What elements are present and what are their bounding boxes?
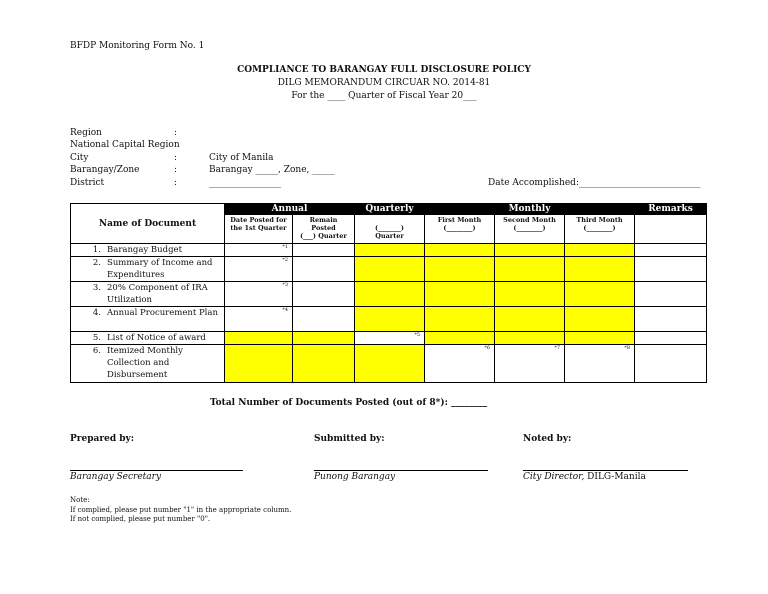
date-accomplished: Date Accomplished:___________________________	[488, 178, 701, 188]
third-month-blank: (________)	[583, 224, 616, 232]
city-label: City	[70, 153, 89, 163]
doc-name: Annual Procurement Plan	[107, 308, 218, 318]
footnote-mark: *1	[282, 244, 288, 250]
memo-line: DILG MEMORANDUM CIRCUAR NO. 2014-81	[277, 78, 491, 88]
remain-posted-cell[interactable]	[293, 257, 355, 282]
row-number: 2.	[92, 258, 101, 268]
quarterly-sub-header	[355, 215, 425, 244]
first-month-cell[interactable]	[425, 244, 495, 257]
second-month-cell[interactable]	[495, 282, 565, 307]
table-row	[71, 282, 707, 307]
third-month-cell[interactable]	[565, 244, 635, 257]
doc-name: 20% Component of IRA Utilization	[107, 283, 208, 305]
remarks-header: Remarks	[635, 204, 707, 215]
second-month-cell[interactable]	[495, 332, 565, 345]
quarterly-sub-label: Quarter	[375, 232, 404, 240]
table-row	[71, 345, 707, 383]
remain-posted-cell[interactable]	[293, 332, 355, 345]
district-colon: :	[174, 178, 178, 188]
noted-role	[523, 472, 646, 482]
row-number: 5.	[92, 333, 101, 343]
doc-name-cell	[71, 307, 225, 332]
second-month-cell[interactable]	[495, 257, 565, 282]
note-line-1: If complied, please put number "1" in the appropriate column.	[70, 506, 292, 514]
note-line-2: If not complied, please put number "0".	[70, 515, 211, 523]
header-row-top	[71, 204, 707, 215]
second-month-cell[interactable]	[495, 345, 565, 383]
date-posted-cell[interactable]	[225, 307, 293, 332]
form-title: COMPLIANCE TO BARANGAY FULL DISCLOSURE POLICY	[237, 65, 531, 75]
remarks-cell[interactable]	[635, 244, 707, 257]
noted-role-rest: DILG-Manila	[584, 472, 646, 482]
footnote-mark: *4	[282, 307, 288, 313]
date-posted-cell[interactable]	[225, 244, 293, 257]
noted-signature-line	[523, 470, 688, 471]
table-row	[71, 244, 707, 257]
remarks-cell[interactable]	[635, 257, 707, 282]
table-row	[71, 332, 707, 345]
footnote-mark: *3	[282, 282, 288, 288]
date-posted-line2: the 1st Quarter	[230, 224, 287, 232]
third-month-header	[565, 215, 635, 244]
doc-name-cell	[71, 345, 225, 383]
first-month-label: First Month	[437, 216, 482, 224]
row-number: 1.	[92, 245, 101, 255]
doc-name: Summary of Income and Expenditures	[107, 258, 213, 280]
noted-role-italic: City Director,	[523, 472, 585, 482]
name-header: Name of Document	[71, 204, 225, 244]
remarks-cell[interactable]	[635, 345, 707, 383]
first-month-cell[interactable]	[425, 332, 495, 345]
row-number: 4.	[92, 308, 101, 318]
quarter-line: For the ____ Quarter of Fiscal Year 20___	[291, 91, 477, 101]
monthly-header: Monthly	[425, 204, 635, 215]
remain-line2: Posted	[311, 224, 336, 232]
remarks-cell[interactable]	[635, 282, 707, 307]
district-label: District	[70, 178, 105, 188]
quarterly-blank: (_______)	[375, 224, 404, 232]
quarterly-cell[interactable]	[355, 282, 425, 307]
total-documents-line: Total Number of Documents Posted (out of 8*): ________	[210, 398, 488, 408]
remarks-sub-header	[635, 215, 707, 244]
quarterly-cell[interactable]	[355, 345, 425, 383]
doc-name: List of Notice of award	[107, 333, 206, 343]
second-month-header	[495, 215, 565, 244]
doc-name: Itemized Monthly Collection and Disbursement	[107, 346, 183, 380]
annual-header: Annual	[225, 204, 355, 215]
barangay-colon: :	[174, 165, 178, 175]
date-posted-cell[interactable]	[225, 332, 293, 345]
quarterly-cell[interactable]	[355, 244, 425, 257]
barangay-label: Barangay/Zone	[70, 165, 140, 175]
district-value: ________________	[209, 178, 281, 188]
table-row	[71, 257, 707, 282]
doc-name-cell	[71, 282, 225, 307]
second-month-label: Second Month	[503, 216, 556, 224]
remain-posted-cell[interactable]	[293, 307, 355, 332]
second-month-cell[interactable]	[495, 244, 565, 257]
third-month-cell[interactable]	[565, 282, 635, 307]
doc-name: Barangay Budget	[107, 245, 182, 255]
footnote-mark: *6	[484, 345, 490, 351]
row-number: 3.	[92, 283, 101, 293]
remarks-cell[interactable]	[635, 332, 707, 345]
submitted-role: Punong Barangay	[314, 472, 396, 482]
note-label: Note:	[70, 496, 90, 504]
remain-line3: (___) Quarter	[300, 232, 347, 240]
table-row	[71, 307, 707, 332]
date-posted-header	[225, 215, 293, 244]
ncr-label: National Capital Region	[70, 140, 180, 150]
region-colon: :	[174, 128, 178, 138]
first-month-cell[interactable]	[425, 307, 495, 332]
submitted-by-label: Submitted by:	[314, 434, 385, 444]
row-number: 6.	[92, 346, 101, 356]
remain-posted-header	[293, 215, 355, 244]
barangay-value: Barangay _____, Zone, _____	[209, 165, 335, 175]
form-id: BFDP Monitoring Form No. 1	[70, 41, 205, 51]
remarks-cell[interactable]	[635, 307, 707, 332]
noted-by-label: Noted by:	[523, 434, 572, 444]
city-value: City of Manila	[209, 153, 274, 163]
first-month-cell[interactable]	[425, 282, 495, 307]
first-month-blank: (________)	[443, 224, 476, 232]
first-month-header	[425, 215, 495, 244]
third-month-cell[interactable]	[565, 345, 635, 383]
quarterly-cell[interactable]	[355, 257, 425, 282]
prepared-role: Barangay Secretary	[70, 472, 162, 482]
prepared-signature-line	[70, 470, 243, 471]
date-posted-cell[interactable]	[225, 345, 293, 383]
second-month-blank: (________)	[513, 224, 546, 232]
third-month-cell[interactable]	[565, 332, 635, 345]
footnote-mark: *8	[624, 345, 630, 351]
doc-name-cell	[71, 332, 225, 345]
remain-posted-cell[interactable]	[293, 282, 355, 307]
first-month-cell[interactable]	[425, 345, 495, 383]
prepared-by-label: Prepared by:	[70, 434, 135, 444]
date-posted-cell[interactable]	[225, 257, 293, 282]
footnote-mark: *7	[554, 345, 560, 351]
compliance-table	[70, 203, 707, 383]
remain-posted-cell[interactable]	[293, 244, 355, 257]
doc-name-cell	[71, 257, 225, 282]
quarterly-header: Quarterly	[355, 204, 425, 215]
quarterly-cell[interactable]	[355, 332, 425, 345]
first-month-cell[interactable]	[425, 257, 495, 282]
third-month-label: Third Month	[576, 216, 623, 224]
footnote-mark: *2	[282, 257, 288, 263]
date-posted-line1: Date Posted for	[230, 216, 287, 224]
date-posted-cell[interactable]	[225, 282, 293, 307]
remain-line1: Remain	[309, 216, 338, 224]
quarterly-cell[interactable]	[355, 307, 425, 332]
third-month-cell[interactable]	[565, 257, 635, 282]
remain-posted-cell[interactable]	[293, 345, 355, 383]
submitted-signature-line	[314, 470, 488, 471]
third-month-cell[interactable]	[565, 307, 635, 332]
second-month-cell[interactable]	[495, 307, 565, 332]
footnote-mark: *5	[414, 332, 420, 338]
region-label: Region	[70, 128, 102, 138]
city-colon: :	[174, 153, 178, 163]
doc-name-cell	[71, 244, 225, 257]
